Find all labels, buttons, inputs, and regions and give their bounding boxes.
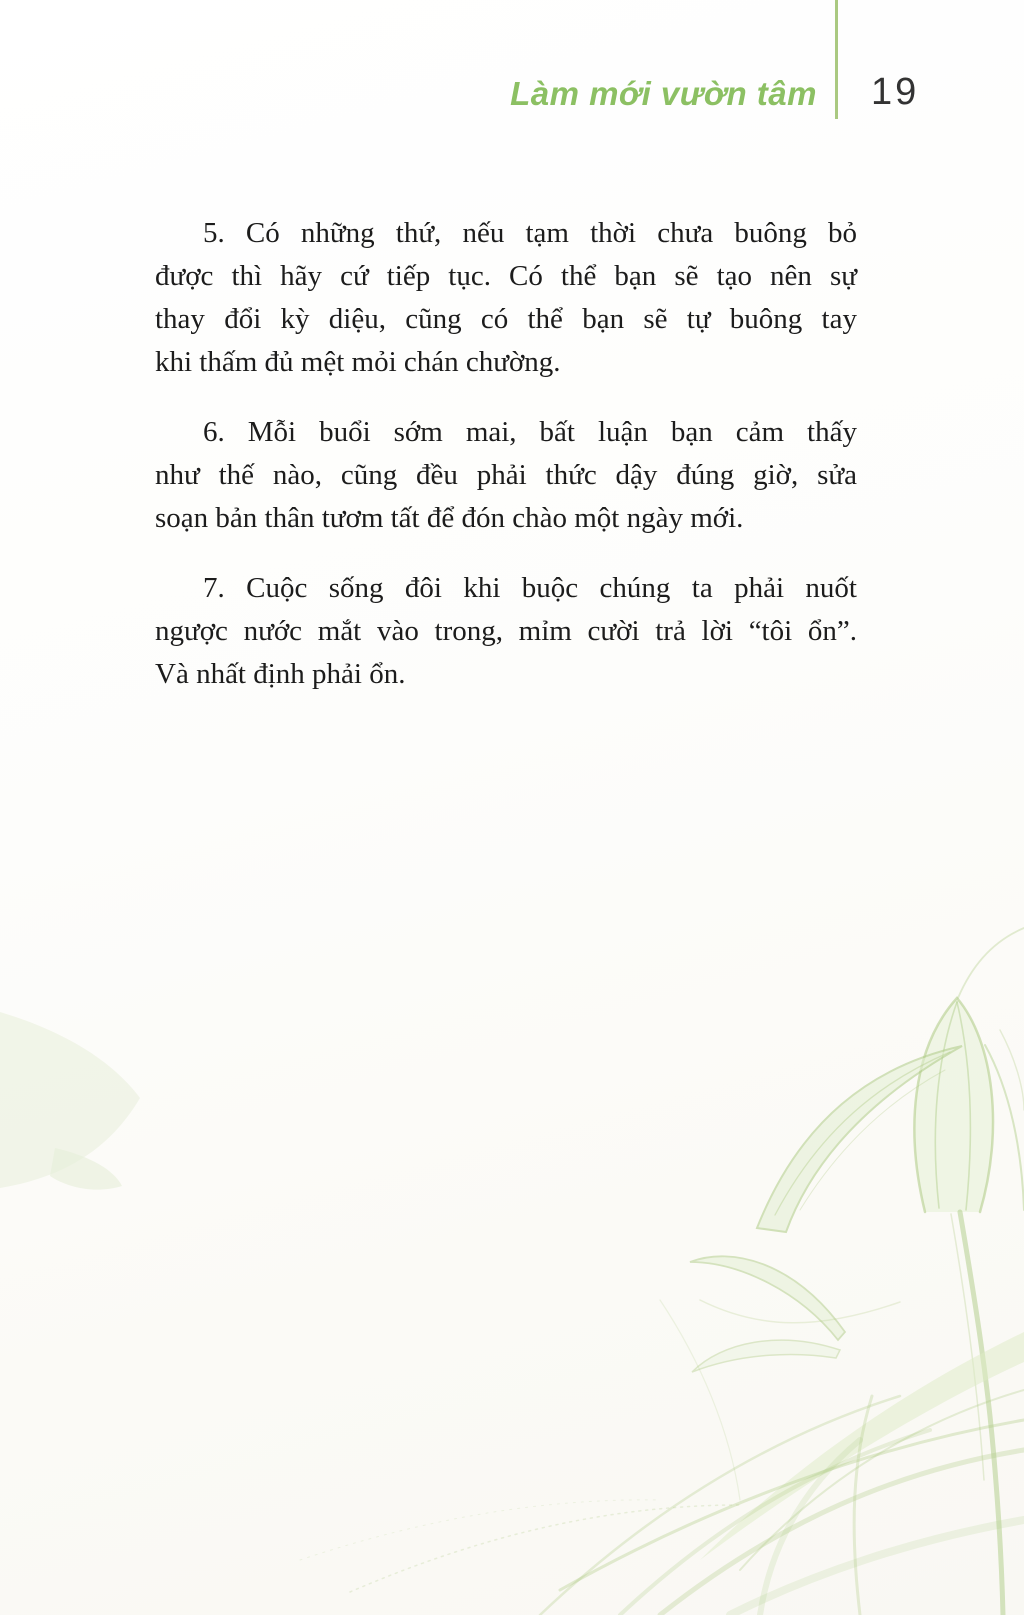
- page-number: 19: [871, 71, 920, 113]
- body-line: thay đổi kỳ diệu, cũng có thể bạn sẽ tự buông tay: [155, 303, 857, 335]
- body-line: khi thấm đủ mệt mỏi chán chường.: [155, 346, 561, 378]
- body-line: 6. Mỗi buổi sớm mai, bất luận bạn cảm thấy: [203, 416, 857, 448]
- paragraph-7: [155, 567, 857, 696]
- page-header: [0, 0, 1024, 130]
- paragraph-6: [155, 411, 857, 540]
- body-text: [155, 212, 857, 696]
- paragraph-5: [155, 212, 857, 384]
- body-line: 5. Có những thứ, nếu tạm thời chưa buông bỏ: [203, 217, 857, 249]
- body-line: được thì hãy cứ tiếp tục. Có thể bạn sẽ tạo nên sự: [155, 260, 857, 292]
- body-line: soạn bản thân tươm tất để đón chào một ngày mới.: [155, 502, 744, 534]
- running-chapter-title: Làm mới vườn tâm: [510, 75, 817, 112]
- body-line: 7. Cuộc sống đôi khi buộc chúng ta phải nuốt: [203, 572, 857, 604]
- header-divider-rule: [835, 0, 838, 119]
- body-line: như thế nào, cũng đều phải thức dậy đúng giờ, sửa: [155, 459, 857, 491]
- body-line: ngược nước mắt vào trong, mỉm cười trả lời “tôi ổn”.: [155, 615, 857, 647]
- body-line: Và nhất định phải ổn.: [155, 658, 406, 690]
